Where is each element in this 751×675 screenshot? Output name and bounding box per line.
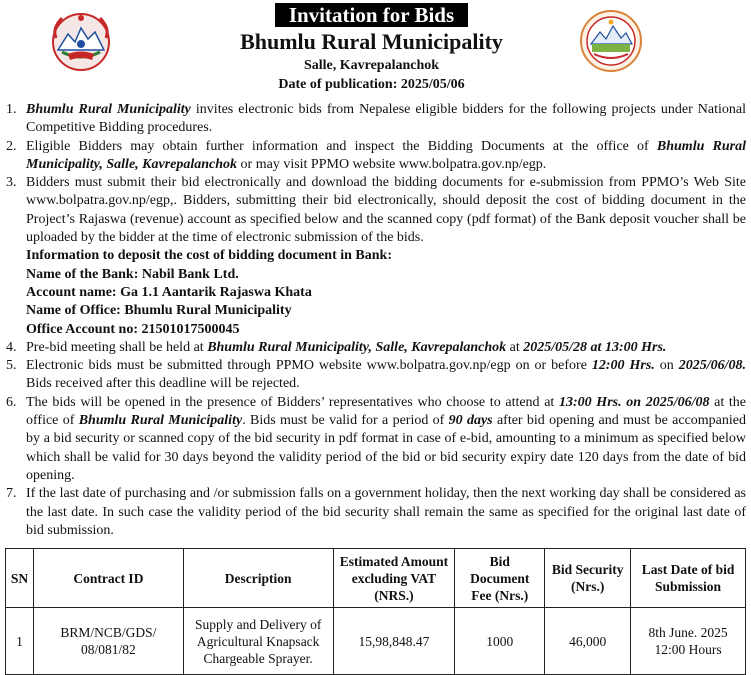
clause-text: If the last date of purchasing and /or submission falls on a government holiday, then the next working day shall be considered as the last date. In such case the validity period of the bid security shall remain the same as specified for the original last date of bid submission.: [26, 486, 746, 538]
publication-date: Date of publication: 2025/05/06: [278, 77, 465, 92]
clause-text: on: [654, 358, 679, 374]
clause-emphasis: Bhumlu Rural Municipality, Salle, Kavrepalanchok: [207, 339, 507, 355]
clause-number: 2.: [6, 138, 17, 154]
clause-number: 7.: [6, 486, 17, 502]
clause-emphasis: 13:00 Hrs. on 2025/06/08: [558, 394, 710, 410]
clause-2: [6, 138, 746, 175]
header-line: Bid: [489, 553, 510, 569]
clause-text: Bids received after this deadline will be rejected.: [26, 376, 300, 392]
office-name: Name of Office: Bhumlu Rural Municipality: [26, 303, 292, 319]
cell-contract-id: [33, 608, 183, 675]
header-last-date: [631, 549, 746, 608]
bid-table: [5, 548, 746, 675]
header-line: excluding VAT: [351, 570, 437, 586]
cell-line: BRM/NCB/GDS/: [60, 625, 157, 640]
clause-text: Electronic bids must be submitted through PPMO website www.bolpatra.gov.np/egp on or before: [26, 358, 592, 374]
cell-line: Chargeable Sprayer.: [203, 650, 313, 666]
header-line: Last Date of bid: [641, 562, 735, 577]
clause-3: [6, 174, 746, 247]
notice-header: [0, 3, 751, 94]
cell-document-fee: 1000: [455, 608, 545, 675]
organization-name: Bhumlu Rural Municipality: [240, 29, 503, 54]
header-line: Document: [470, 570, 530, 586]
header-sn: SN: [6, 549, 34, 608]
header-line: Submission: [655, 579, 722, 594]
clause-emphasis: Bhumlu Rural Municipality, Salle, Kavrepalanchok: [26, 138, 747, 172]
clause-number: 5.: [6, 358, 17, 374]
clause-emphasis: 12:00 Hrs.: [591, 358, 655, 374]
header-line: (NRS.): [374, 587, 414, 603]
clause-emphasis: 2025/05/28 at 13:00 Hrs.: [523, 339, 667, 355]
clause-text: at: [506, 339, 524, 355]
cell-last-date: [631, 608, 746, 675]
clause-number: 4.: [6, 339, 17, 355]
cell-line: 8th June. 2025: [648, 625, 728, 640]
bank-name: Name of the Bank: Nabil Bank Ltd.: [26, 266, 239, 282]
header-document-fee: [455, 549, 545, 608]
table-header-row: [6, 549, 746, 608]
office-account-number: Office Account no: 21501017500045: [26, 321, 240, 337]
clause-text: Bidders must submit their bid electronically and download the bidding documents for e-submission from PPMO’s Web Site www.bolpatra.gov.np/egp,. Bidders, submitting their bid electronically, should deposit the cost of bidding document in the Project’s Rajaswa (revenue) account as specified below and the scanned copy (pdf format) of the Bank deposit voucher shall be uploaded by the bidder at the time of electronic submission of the bids.: [26, 175, 746, 246]
clause-number: 6.: [6, 394, 17, 410]
clause-text: invites electronic bids from Nepalese eligible bidders for the following projects under National Competitive Bidding procedures.: [26, 102, 747, 136]
header-line: Fee (Nrs.): [471, 587, 529, 603]
clause-text: after bid opening and must be accompanied by a bid security or scanned copy of the bid security in pdf format in case of e-bid, amounting to a minimum as specified below which shall be valid for 30 days beyond the validity period of the bid or bid security expiry date 120 days from the date of bid opening.: [26, 413, 746, 483]
header-description: Description: [183, 549, 333, 608]
notice-body: [6, 101, 746, 540]
cell-estimated-amount: 15,98,848.47: [333, 608, 455, 675]
clause-emphasis: Bhumlu Rural Municipality: [78, 413, 243, 429]
clause-text: Pre-bid meeting shall be held at: [26, 339, 208, 355]
clause-1: [6, 101, 746, 138]
cell-bid-security: 46,000: [545, 608, 631, 675]
clause-text: Eligible Bidders may obtain further information and inspect the Bidding Documents at the office of: [26, 138, 657, 154]
header-bid-security: [545, 549, 631, 608]
clause-text: or may visit PPMO website www.bolpatra.gov.np/egp.: [237, 156, 547, 172]
cell-line: 12:00 Hours: [654, 642, 722, 657]
header-estimated-amount: [333, 549, 455, 608]
clause-text: The bids will be opened in the presence of Bidders’ representatives who choose to attend at: [26, 394, 559, 410]
header-line: (Nrs.): [570, 579, 605, 594]
clause-text: at the office of: [26, 394, 747, 429]
clause-number: 1.: [6, 102, 17, 117]
account-name: Account name: Ga 1.1 Aantarik Rajaswa Khata: [26, 284, 312, 300]
notice-title: Invitation for Bids: [275, 3, 468, 27]
clause-emphasis: 90 days: [448, 413, 493, 429]
clause-5: [6, 357, 746, 394]
header-line: Bid Security: [551, 562, 624, 577]
clause-emphasis: Bhumlu Rural Municipality: [26, 102, 191, 117]
cell-description: [183, 608, 333, 675]
bank-deposit-info: [6, 247, 746, 338]
cell-sn: 1: [6, 608, 34, 675]
header-contract-id: Contract ID: [33, 549, 183, 608]
clause-emphasis: 2025/06/08.: [678, 358, 747, 374]
clause-number: 3.: [6, 175, 17, 191]
cell-line: Supply and Delivery of: [194, 616, 322, 632]
clause-text: . Bids must be valid for a period of: [242, 413, 449, 429]
header-line: Estimated Amount: [339, 553, 449, 569]
clause-7: [6, 485, 746, 540]
table-row: [6, 608, 746, 675]
clause-4: [6, 339, 746, 357]
cell-line: Agricultural Knapsack: [196, 633, 320, 649]
clause-6: [6, 394, 746, 485]
cell-line: 08/081/82: [81, 642, 136, 657]
deposit-heading: Information to deposit the cost of bidding document in Bank:: [26, 248, 392, 264]
organization-location: Salle, Kavrepalanchok: [303, 58, 440, 73]
